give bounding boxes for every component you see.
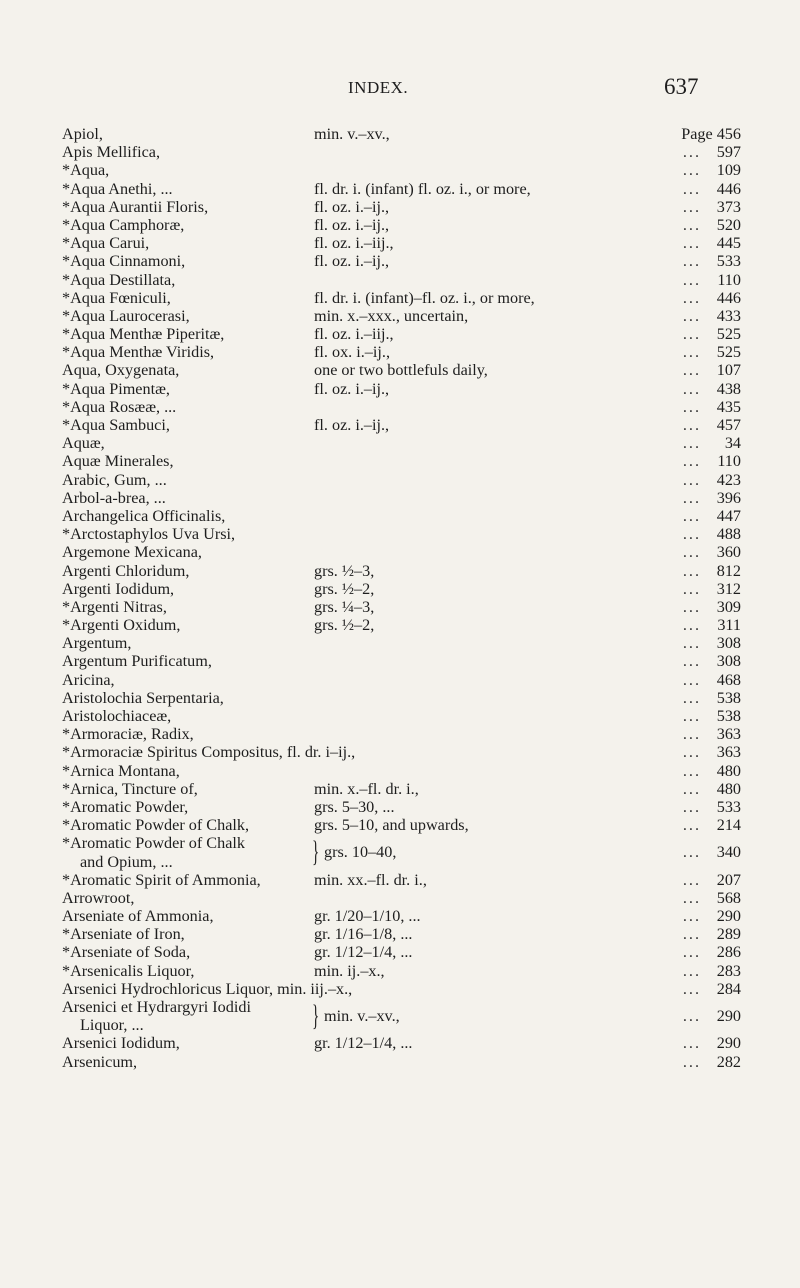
page-number: 637	[664, 74, 699, 99]
index-entry	[0, 798, 800, 816]
entry-name: *Aqua Rosææ, ...	[62, 397, 177, 416]
index-entry	[0, 907, 800, 925]
entry-page: 525	[716, 325, 741, 344]
index-entry	[0, 289, 800, 307]
entry-name: Aquæ Minerales,	[62, 452, 174, 471]
entry-name: *Aqua Aurantii Floris,	[62, 197, 209, 216]
entry-page: 363	[716, 743, 741, 762]
index-entry	[0, 216, 800, 234]
entry-page: 214	[716, 816, 741, 835]
leader-dots: ...	[682, 634, 701, 653]
index-entry	[0, 1034, 800, 1052]
leader-dots: ...	[682, 743, 701, 762]
leader-dots: ...	[682, 907, 701, 926]
index-entry	[0, 489, 800, 507]
entry-dose: fl. oz. i.–ij.,	[314, 215, 390, 234]
leader-dots: ...	[682, 1052, 701, 1071]
entry-page: 308	[716, 634, 741, 653]
leader-dots: ...	[682, 343, 701, 362]
entry-page: 433	[716, 306, 741, 325]
index-entry	[0, 762, 800, 780]
leader-dots: ...	[682, 761, 701, 780]
entry-name: Archangelica Officinalis,	[62, 506, 226, 525]
entry-name: Aricina,	[62, 670, 115, 689]
entry-page: Page 456	[681, 125, 741, 143]
index-entry	[0, 234, 800, 252]
entry-name: *Aromatic Powder of Chalk	[62, 834, 245, 853]
entry-page: 283	[716, 961, 741, 980]
leader-dots: ...	[682, 779, 701, 798]
entry-name: *Armoraciæ, Radix,	[62, 725, 194, 744]
leader-dots: ...	[682, 452, 701, 471]
entry-dose: fl. oz. i.–ij.,	[314, 252, 390, 271]
entry-page: 597	[716, 143, 741, 162]
entry-name: Apis Mellifica,	[62, 143, 161, 162]
entry-name: *Aqua Menthæ Viridis,	[62, 343, 215, 362]
entry-dose: min. ij.–x.,	[314, 961, 385, 980]
index-entries	[0, 125, 800, 1071]
index-entry	[0, 143, 800, 161]
entry-dose: min. x.–fl. dr. i.,	[314, 779, 419, 798]
leader-dots: ...	[682, 816, 701, 835]
entry-dose: min. xx.–fl. dr. i.,	[314, 870, 427, 889]
entry-name: *Aqua Carui,	[62, 234, 150, 253]
index-entry	[0, 871, 800, 889]
entry-page: 538	[716, 688, 741, 707]
entry-dose: min. v.–xv.,	[324, 1007, 400, 1026]
entry-page: 423	[716, 470, 741, 489]
leader-dots: ...	[682, 943, 701, 962]
index-entry	[0, 652, 800, 670]
leader-dots: ...	[682, 361, 701, 380]
entry-name: Argenti Iodidum,	[62, 579, 175, 598]
entry-page: 107	[716, 361, 741, 380]
entry-dose: min. v.–xv.,	[314, 125, 390, 143]
entry-dose: fl. ox. i.–ij.,	[314, 343, 390, 362]
entry-name: Arsenicum,	[62, 1052, 138, 1071]
index-entry	[0, 816, 800, 834]
entry-dose: gr. 1/12–1/4, ...	[314, 943, 413, 962]
entry-page: 360	[716, 543, 741, 562]
index-entry	[0, 543, 800, 561]
index-entry	[0, 580, 800, 598]
index-entry	[0, 416, 800, 434]
entry-name: *Arctostaphylos Uva Ursi,	[62, 525, 236, 544]
leader-dots: ...	[682, 1034, 701, 1053]
entry-name: *Aromatic Powder,	[62, 797, 189, 816]
entry-page: 282	[716, 1052, 741, 1071]
leader-dots: ...	[682, 579, 701, 598]
leader-dots: ...	[682, 725, 701, 744]
index-entry	[0, 125, 800, 143]
leader-dots: ...	[682, 488, 701, 507]
entry-name: *Aqua Laurocerasi,	[62, 306, 190, 325]
entry-page: 468	[716, 670, 741, 689]
entry-page: 525	[716, 343, 741, 362]
index-entry	[0, 471, 800, 489]
entry-name: Arseniate of Ammonia,	[62, 907, 214, 926]
entry-dose: fl. oz. i.–ij.,	[314, 416, 390, 434]
leader-dots: ...	[682, 543, 701, 562]
entry-name: *Arseniate of Soda,	[62, 943, 191, 962]
leader-dots: ...	[682, 797, 701, 816]
leader-dots: ...	[682, 961, 701, 980]
entry-name: Argentum,	[62, 634, 132, 653]
entry-page: 290	[716, 907, 741, 926]
entry-page: 568	[716, 888, 741, 907]
index-entry	[0, 380, 800, 398]
leader-dots: ...	[682, 252, 701, 271]
leader-dots: ...	[682, 652, 701, 671]
index-entry	[0, 343, 800, 361]
index-entry	[0, 180, 800, 198]
leader-dots: ...	[682, 416, 701, 434]
leader-dots: ...	[682, 561, 701, 580]
entry-name: *Aromatic Powder of Chalk,	[62, 816, 250, 835]
leader-dots: ...	[682, 288, 701, 307]
entry-page: 480	[716, 779, 741, 798]
leader-dots: ...	[682, 234, 701, 253]
entry-page: 363	[716, 725, 741, 744]
entry-name: *Aqua Anethi, ...	[62, 179, 173, 198]
entry-page: 446	[716, 288, 741, 307]
entry-dose: fl. oz. i.–ij.,	[314, 197, 390, 216]
index-entry	[0, 307, 800, 325]
index-entry	[0, 998, 800, 1034]
index-entry	[0, 689, 800, 707]
index-entry	[0, 980, 800, 998]
entry-page: 340	[716, 843, 741, 862]
entry-name: Argemone Mexicana,	[62, 543, 202, 562]
entry-name-continued: and Opium, ...	[80, 852, 173, 871]
leader-dots: ...	[682, 197, 701, 216]
leader-dots: ...	[682, 979, 701, 998]
index-entry	[0, 743, 800, 761]
entry-name: *Arnica Montana,	[62, 761, 180, 780]
index-entry	[0, 325, 800, 343]
entry-page: 286	[716, 943, 741, 962]
entry-name: Arrowroot,	[62, 888, 135, 907]
index-entry	[0, 834, 800, 870]
leader-dots: ...	[682, 688, 701, 707]
index-entry	[0, 434, 800, 452]
index-entry	[0, 889, 800, 907]
entry-name: Arsenici et Hydrargyri Iodidi	[62, 998, 251, 1017]
entry-dose: grs. 10–40,	[324, 843, 397, 862]
entry-name: *Aqua Menthæ Piperitæ,	[62, 325, 225, 344]
index-entry	[0, 943, 800, 961]
index-entry	[0, 507, 800, 525]
index-entry	[0, 1053, 800, 1071]
entry-page: 538	[716, 707, 741, 725]
index-entry	[0, 598, 800, 616]
index-entry	[0, 725, 800, 743]
entry-page: 290	[716, 1007, 741, 1026]
page-header	[0, 74, 800, 104]
entry-name: *Aqua Cinnamoni,	[62, 252, 186, 271]
entry-page: 488	[716, 525, 741, 544]
entry-page: 34	[724, 434, 741, 453]
index-entry	[0, 452, 800, 470]
entry-page: 284	[716, 979, 741, 998]
index-entry	[0, 616, 800, 634]
index-entry	[0, 780, 800, 798]
entry-name: *Argenti Nitras,	[62, 597, 167, 616]
entry-name: Aristolochiaceæ,	[62, 707, 172, 725]
entry-name: Aquæ,	[62, 434, 105, 453]
entry-name-continued: Liquor, ...	[80, 1016, 144, 1035]
entry-page: 435	[716, 397, 741, 416]
entry-page: 311	[717, 616, 741, 635]
leader-dots: ...	[682, 707, 701, 725]
index-entry	[0, 671, 800, 689]
leader-dots: ...	[682, 843, 701, 862]
entry-name: Arbol-a-brea, ...	[62, 488, 166, 507]
entry-page: 447	[716, 506, 741, 525]
entry-name: *Aqua Sambuci,	[62, 416, 170, 434]
entry-dose: fl. oz. i.–iij.,	[314, 234, 394, 253]
entry-page: 812	[716, 561, 741, 580]
entry-dose: grs. 5–10, and upwards,	[314, 816, 469, 835]
entry-page: 520	[716, 215, 741, 234]
index-entry	[0, 252, 800, 270]
entry-page: 533	[716, 797, 741, 816]
leader-dots: ...	[682, 161, 701, 180]
entry-page: 312	[716, 579, 741, 598]
entry-name: Arsenici Hydrochloricus Liquor, min. iij.–x.,	[62, 979, 353, 998]
brace-glyph: }	[312, 835, 320, 869]
index-entry	[0, 398, 800, 416]
entry-name: Aqua, Oxygenata,	[62, 361, 180, 380]
entry-dose: gr. 1/16–1/8, ...	[314, 925, 413, 944]
index-entry	[0, 707, 800, 725]
entry-page: 533	[716, 252, 741, 271]
entry-name: Arsenici Iodidum,	[62, 1034, 180, 1053]
brace-glyph: }	[312, 999, 320, 1033]
leader-dots: ...	[682, 143, 701, 162]
leader-dots: ...	[682, 179, 701, 198]
entry-dose: fl. oz. i.–iij.,	[314, 325, 394, 344]
leader-dots: ...	[682, 925, 701, 944]
entry-name: *Arsenicalis Liquor,	[62, 961, 195, 980]
entry-name: *Armoraciæ Spiritus Compositus, fl. dr. i–ij.,	[62, 743, 356, 762]
entry-page: 308	[716, 652, 741, 671]
entry-dose: grs. ½–2,	[314, 616, 375, 635]
entry-name: Argentum Purificatum,	[62, 652, 212, 671]
entry-name: *Aqua Destillata,	[62, 270, 176, 289]
leader-dots: ...	[682, 270, 701, 289]
entry-dose: gr. 1/12–1/4, ...	[314, 1034, 413, 1053]
entry-dose: fl. dr. i. (infant) fl. oz. i., or more,	[314, 179, 531, 198]
entry-dose: grs. ½–3,	[314, 561, 375, 580]
leader-dots: ...	[682, 215, 701, 234]
entry-page: 290	[716, 1034, 741, 1053]
leader-dots: ...	[682, 379, 701, 398]
entry-page: 446	[716, 179, 741, 198]
entry-name: *Aqua,	[62, 161, 110, 180]
entry-page: 110	[717, 452, 741, 471]
leader-dots: ...	[682, 888, 701, 907]
entry-dose: fl. oz. i.–ij.,	[314, 379, 390, 398]
entry-page: 109	[716, 161, 741, 180]
entry-name: *Arnica, Tincture of,	[62, 779, 198, 798]
index-entry	[0, 634, 800, 652]
index-entry	[0, 525, 800, 543]
entry-page: 438	[716, 379, 741, 398]
leader-dots: ...	[682, 525, 701, 544]
running-title: INDEX.	[348, 78, 409, 97]
leader-dots: ...	[682, 506, 701, 525]
entry-dose: grs. ¼–3,	[314, 597, 375, 616]
leader-dots: ...	[682, 1007, 701, 1026]
entry-page: 396	[716, 488, 741, 507]
index-entry	[0, 161, 800, 179]
entry-name: Argenti Chloridum,	[62, 561, 190, 580]
entry-name: *Aqua Pimentæ,	[62, 379, 170, 398]
entry-page: 480	[716, 761, 741, 780]
leader-dots: ...	[682, 397, 701, 416]
entry-name: Aristolochia Serpentaria,	[62, 688, 224, 707]
index-entry	[0, 361, 800, 379]
entry-page: 457	[716, 416, 741, 434]
index-entry	[0, 925, 800, 943]
entry-dose: min. x.–xxx., uncertain,	[314, 306, 469, 325]
leader-dots: ...	[682, 870, 701, 889]
entry-dose: gr. 1/20–1/10, ...	[314, 907, 421, 926]
leader-dots: ...	[682, 325, 701, 344]
entry-page: 309	[716, 597, 741, 616]
index-entry	[0, 562, 800, 580]
entry-name: *Argenti Oxidum,	[62, 616, 181, 635]
entry-page: 289	[716, 925, 741, 944]
entry-name: *Aqua Fœniculi,	[62, 288, 171, 307]
leader-dots: ...	[682, 616, 701, 635]
leader-dots: ...	[682, 470, 701, 489]
entry-name: *Arseniate of Iron,	[62, 925, 185, 944]
index-entry	[0, 962, 800, 980]
entry-dose: grs. 5–30, ...	[314, 797, 395, 816]
leader-dots: ...	[682, 306, 701, 325]
entry-name: Apiol,	[62, 125, 103, 143]
entry-dose: one or two bottlefuls daily,	[314, 361, 488, 380]
entry-page: 207	[716, 870, 741, 889]
entry-dose: fl. dr. i. (infant)–fl. oz. i., or more,	[314, 288, 535, 307]
leader-dots: ...	[682, 670, 701, 689]
entry-name: Arabic, Gum, ...	[62, 470, 167, 489]
entry-name: *Aromatic Spirit of Ammonia,	[62, 870, 261, 889]
leader-dots: ...	[682, 434, 701, 453]
leader-dots: ...	[682, 597, 701, 616]
index-entry	[0, 271, 800, 289]
entry-dose: grs. ½–2,	[314, 579, 375, 598]
entry-page: 110	[717, 270, 741, 289]
entry-page: 373	[716, 197, 741, 216]
entry-name: *Aqua Camphoræ,	[62, 215, 185, 234]
index-entry	[0, 198, 800, 216]
entry-page: 445	[716, 234, 741, 253]
